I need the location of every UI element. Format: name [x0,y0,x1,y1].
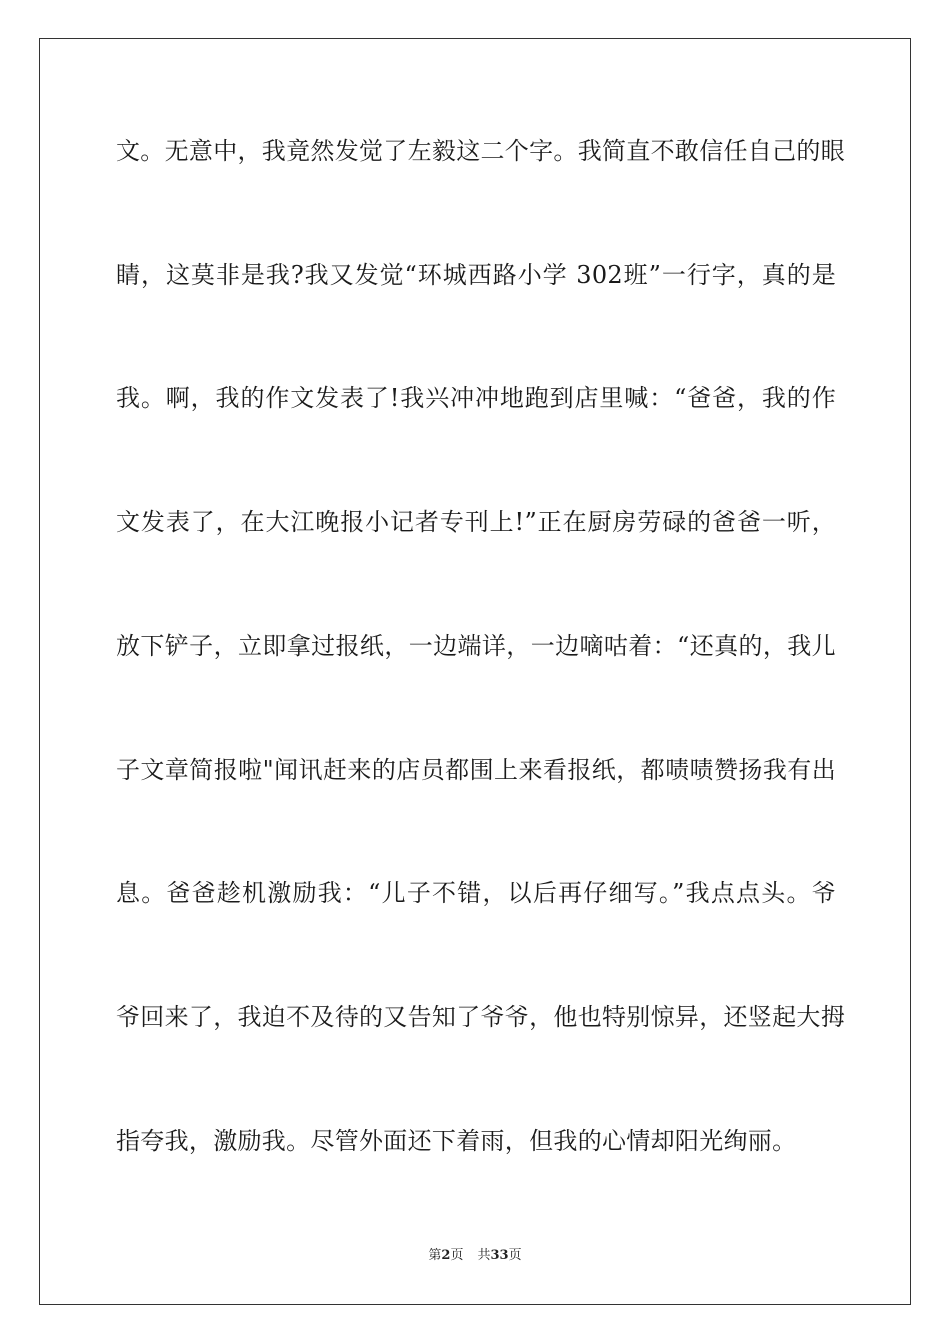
text-line-9: 指夸我，激励我。尽管外面还下着雨，但我的心情却阳光绚丽。 [116,1127,797,1155]
text-line-5: 放下铲子，立即拿过报纸，一边端详，一边嘀咕着：“还真的，我儿 [116,632,836,660]
page-footer [0,1247,950,1265]
text-line-3: 我。啊，我的作文发表了!我兴冲冲地跑到店里喊：“爸爸，我的作 [116,384,836,412]
text-line-4: 文发表了，在大江晚报小记者专刊上!”正在厨房劳碌的爸爸一听， [116,508,836,536]
page-label [428,1248,463,1263]
text-line-7: 息。爸爸趁机激励我：“儿子不错，以后再仔细写。”我点点头。爷 [116,879,836,907]
text-line-6: 子文章简报啦"闻讯赶来的店员都围上来看报纸，都啧啧赞扬我有出 [116,756,836,784]
text-line-1: 文。无意中，我竟然发觉了左毅这二个字。我简直不敢信任自己的眼 [116,137,845,165]
total-suffix: 页 [508,1248,522,1263]
page-number: 2 [441,1248,451,1263]
text-line-8: 爷回来了，我迫不及待的又告知了爷爷，他也特别惊异，还竖起大拇 [116,1003,845,1031]
page-prefix: 第 [428,1248,442,1263]
page-border [39,38,911,1305]
text-line-2: 睛，这莫非是我?我又发觉“环城西路小学 302班”一行字，真的是 [116,261,836,289]
total-label [477,1248,521,1263]
page-suffix: 页 [450,1248,464,1263]
total-prefix: 共 [477,1248,491,1263]
total-pages: 33 [490,1248,509,1263]
